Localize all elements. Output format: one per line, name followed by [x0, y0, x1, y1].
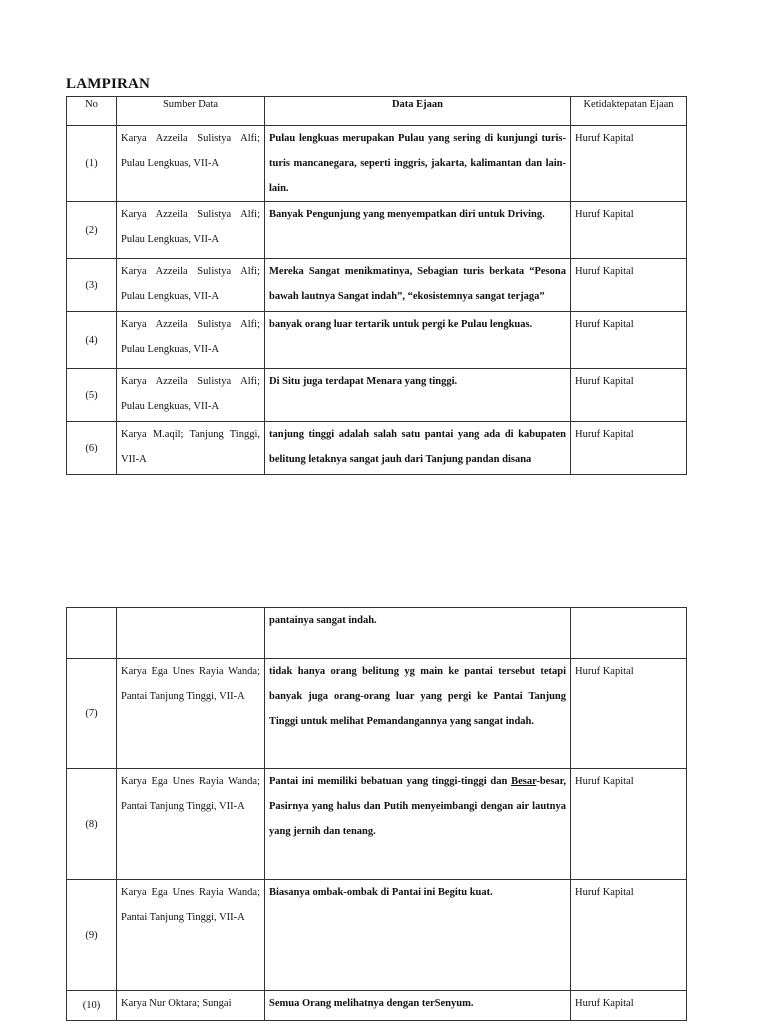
row-data: tidak hanya orang belitung yg main ke pantai tersebut tetapi banyak juga orang-orang luar yang pergi ke Pantai Tanjung Tinggi untuk melihat Pemandangannya yang sangat indah. — [265, 659, 571, 769]
row-source: Karya M.aqil; Tanjung Tinggi, VII-A — [117, 422, 265, 475]
row-error-type: Huruf Kapital — [571, 422, 687, 475]
row-data-text-start: Pantai ini memiliki bebatuan yang tinggi-tinggi dan — [269, 776, 512, 787]
row-data: Semua Orang melihatnya dengan terSenyum. — [265, 991, 571, 1021]
row-error-type: Huruf Kapital — [571, 202, 687, 259]
table-row — [67, 991, 687, 1021]
row-data: Pulau lengkuas merupakan Pulau yang sering di kunjungi turis-turis mancanegara, seperti inggris, jakarta, kalimantan dan lain-lain. — [265, 126, 571, 202]
row-source: Karya Ega Unes Rayia Wanda; Pantai Tanjung Tinggi, VII-A — [117, 769, 265, 880]
row-number: (8) — [67, 769, 117, 880]
column-header-no: No — [67, 97, 117, 126]
row-number: (1) — [67, 126, 117, 202]
row-number: (5) — [67, 369, 117, 422]
appendix-table-page-2 — [66, 607, 687, 1021]
row-source — [117, 608, 265, 659]
row-error-type — [571, 608, 687, 659]
row-data — [265, 769, 571, 880]
table-row — [67, 769, 687, 880]
row-number — [67, 608, 117, 659]
row-data: Banyak Pengunjung yang menyempatkan diri untuk Driving. — [265, 202, 571, 259]
row-data: banyak orang luar tertarik untuk pergi ke Pulau lengkuas. — [265, 312, 571, 369]
column-header-data: Data Ejaan — [265, 97, 571, 126]
row-error-type: Huruf Kapital — [571, 659, 687, 769]
table-header-row — [67, 97, 687, 126]
table-row — [67, 880, 687, 991]
row-source: Karya Ega Unes Rayia Wanda; Pantai Tanjung Tinggi, VII-A — [117, 659, 265, 769]
appendix-heading: LAMPIRAN — [66, 76, 151, 92]
row-error-type: Huruf Kapital — [571, 880, 687, 991]
row-source: Karya Azzeila Sulistya Alfi; Pulau Lengkuas, VII-A — [117, 202, 265, 259]
row-number: (6) — [67, 422, 117, 475]
row-error-type: Huruf Kapital — [571, 769, 687, 880]
row-error-type: Huruf Kapital — [571, 126, 687, 202]
table-row — [67, 422, 687, 475]
column-header-source: Sumber Data — [117, 97, 265, 126]
row-data: Di Situ juga terdapat Menara yang tinggi. — [265, 369, 571, 422]
table-row — [67, 312, 687, 369]
table-row — [67, 659, 687, 769]
underlined-word: Besar — [511, 776, 537, 787]
row-number: (7) — [67, 659, 117, 769]
row-source: Karya Nur Oktara; Sungai — [117, 991, 265, 1021]
table-row — [67, 369, 687, 422]
row-source: Karya Azzeila Sulistya Alfi; Pulau Lengkuas, VII-A — [117, 312, 265, 369]
row-data: Biasanya ombak-ombak di Pantai ini Begitu kuat. — [265, 880, 571, 991]
table-row — [67, 202, 687, 259]
row-data-text-end: -besar, Pasirnya yang halus dan Putih menyeimbangi dengan air lautnya yang jernih dan tenang. — [269, 776, 566, 837]
row-number: (4) — [67, 312, 117, 369]
row-source: Karya Azzeila Sulistya Alfi; Pulau Lengkuas, VII-A — [117, 369, 265, 422]
row-number: (9) — [67, 880, 117, 991]
row-data: Mereka Sangat menikmatinya, Sebagian turis berkata “Pesona bawah lautnya Sangat indah”, “ekosistemnya sangat terjaga” — [265, 259, 571, 312]
row-number: (2) — [67, 202, 117, 259]
row-error-type: Huruf Kapital — [571, 369, 687, 422]
row-data: pantainya sangat indah. — [265, 608, 571, 659]
column-header-error-type: Ketidaktepatan Ejaan — [571, 97, 687, 126]
appendix-table-page-1 — [66, 96, 687, 475]
row-source: Karya Azzeila Sulistya Alfi; Pulau Lengkuas, VII-A — [117, 126, 265, 202]
row-error-type: Huruf Kapital — [571, 312, 687, 369]
row-error-type: Huruf Kapital — [571, 259, 687, 312]
row-data: tanjung tinggi adalah salah satu pantai yang ada di kabupaten belitung letaknya sangat jauh dari Tanjung pandan disana — [265, 422, 571, 475]
row-source: Karya Ega Unes Rayia Wanda; Pantai Tanjung Tinggi, VII-A — [117, 880, 265, 991]
table-row — [67, 608, 687, 659]
row-number: (3) — [67, 259, 117, 312]
row-number: (10) — [67, 991, 117, 1021]
row-source: Karya Azzeila Sulistya Alfi; Pulau Lengkuas, VII-A — [117, 259, 265, 312]
row-error-type: Huruf Kapital — [571, 991, 687, 1021]
table-row — [67, 259, 687, 312]
table-row — [67, 126, 687, 202]
